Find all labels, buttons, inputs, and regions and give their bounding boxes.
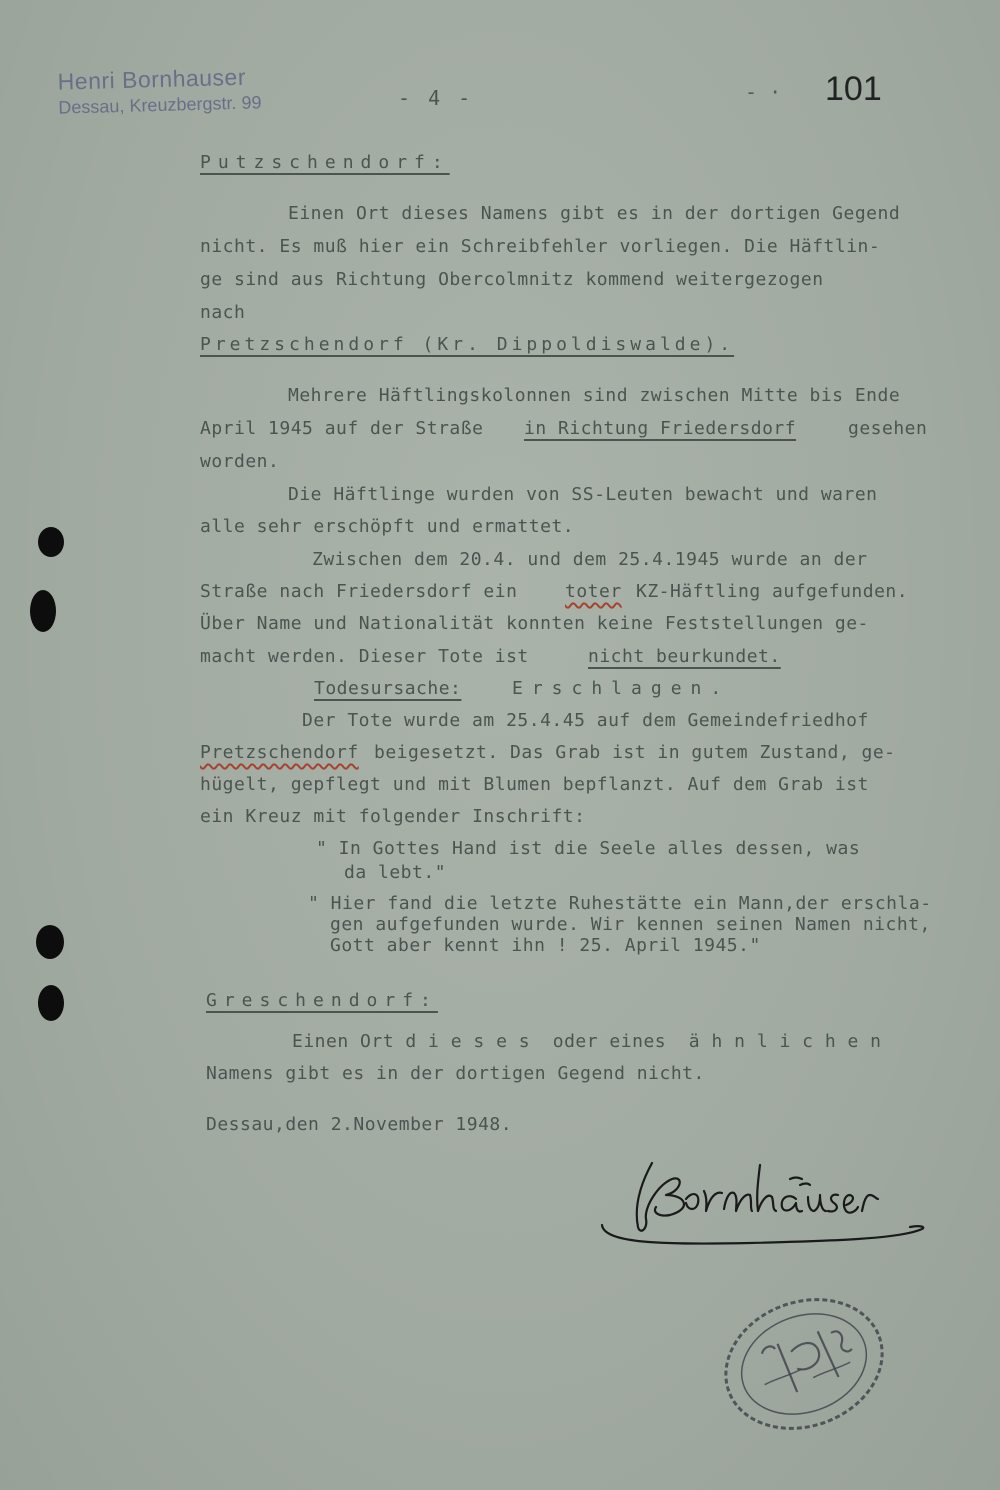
text-line: April 1945 auf der Straße	[200, 418, 484, 439]
handwritten-signature	[600, 1145, 940, 1255]
text-line: nicht. Es muß hier ein Schreibfehler vorliegen. Die Häftlin-	[200, 236, 881, 257]
punch-hole	[30, 590, 56, 632]
sender-stamp	[57, 63, 261, 118]
quote-line: gen aufgefunden wurde. Wir kennen seinen Namen nicht,	[330, 914, 931, 935]
text-line: Die Häftlinge wurden von SS-Leuten bewacht und waren	[288, 484, 878, 505]
text-line: Der Tote wurde am 25.4.45 auf dem Gemeindefriedhof	[302, 710, 869, 731]
text-line: Mehrere Häftlingskolonnen sind zwischen Mitte bis Ende	[288, 385, 901, 406]
page-number: - 4 -	[398, 86, 474, 110]
text-line: hügelt, gepflegt und mit Blumen bepflanzt. Auf dem Grab ist	[200, 774, 869, 795]
archive-stamp	[716, 1288, 892, 1440]
sender-address: Dessau, Kreuzbergstr. 99	[58, 92, 262, 118]
text-line: gesehen	[848, 418, 928, 439]
text-line: ein Kreuz mit folgender Inschrift:	[200, 806, 586, 827]
quote-line: " Hier fand die letzte Ruhestätte ein Mann,der erschla-	[308, 893, 932, 914]
quote-line: Gott aber kennt ihn ! 25. April 1945."	[330, 935, 761, 956]
text-line: Einen Ort d i e s e s oder eines ä h n l i c h e n	[292, 1031, 882, 1052]
text-line: Zwischen dem 20.4. und dem 25.4.1945 wurde an der	[312, 549, 868, 570]
text-line: Über Name und Nationalität konnten keine Feststellungen ge-	[200, 613, 869, 634]
text-line: worden.	[200, 451, 280, 472]
place-date: Dessau,den 2.November 1948.	[206, 1114, 513, 1135]
quote-line: " In Gottes Hand ist die Seele alles dessen, was	[316, 838, 861, 859]
text-line: macht werden. Dieser Tote ist	[200, 646, 529, 667]
sender-name: Henri Bornhauser	[57, 63, 247, 95]
quote-line: da lebt."	[344, 862, 447, 883]
text-line: KZ-Häftling aufgefunden.	[636, 581, 909, 602]
text-line: ge sind aus Richtung Obercolmnitz kommend weitergezogen	[200, 269, 824, 290]
red-underlined-word: Pretzschendorf	[200, 742, 359, 763]
text-line: alle sehr erschöpft und ermattet.	[200, 516, 575, 537]
cause-value: Erschlagen.	[512, 678, 731, 699]
text-line: Namens gibt es in der dortigen Gegend nicht.	[206, 1063, 705, 1084]
cause-label: Todesursache:	[314, 678, 462, 699]
text-line: beigesetzt. Das Grab ist in gutem Zustand, ge-	[374, 742, 896, 763]
punch-hole	[38, 527, 64, 557]
document-number: 101	[825, 70, 882, 108]
punch-hole	[38, 985, 64, 1021]
section-heading-putzschendorf: Putzschendorf:	[200, 152, 450, 173]
underlined-phrase: in Richtung Friedersdorf	[524, 418, 797, 439]
underlined-phrase: nicht beurkundet.	[588, 646, 781, 667]
section-heading-pretzschendorf: Pretzschendorf (Kr. Dippoldiswalde).	[200, 334, 735, 355]
punch-hole	[36, 925, 64, 959]
section-heading-greschendorf: Greschendorf:	[206, 990, 438, 1011]
red-underlined-word: toter	[565, 581, 622, 602]
text-line: nach	[200, 302, 246, 323]
text-line: Straße nach Friedersdorf ein	[200, 581, 518, 602]
text-line: Einen Ort dieses Namens gibt es in der dortigen Gegend	[288, 203, 901, 224]
document-marker: - ·	[745, 80, 782, 104]
